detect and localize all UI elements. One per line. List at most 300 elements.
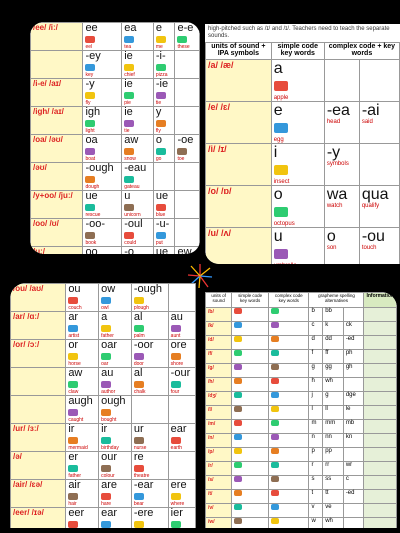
grapheme-cell: [99, 480, 132, 508]
keyword-label: qualify: [361, 203, 380, 209]
empty-cell: [131, 396, 168, 424]
table-row: [206, 518, 397, 529]
grapheme-cell: v: [309, 504, 323, 518]
keyword-label: claw: [68, 389, 79, 395]
keyword-label: aunt: [170, 333, 181, 339]
picture-icon: [85, 232, 95, 239]
grapheme-text: -i-: [155, 50, 166, 62]
picture-cell: [269, 336, 309, 350]
picture-icon: [101, 493, 111, 500]
sound-label: /air/ /ɛə/: [11, 480, 66, 508]
grapheme-text: ie: [124, 78, 133, 90]
keyword-label: book: [85, 240, 97, 246]
picture-cell: [232, 490, 269, 504]
sound-label: /h/: [206, 378, 232, 392]
keyword-label: gateau: [124, 184, 140, 190]
grapheme-text: ore: [170, 339, 187, 351]
keyword-label: blue: [155, 212, 166, 218]
picture-icon: [271, 434, 279, 440]
grapheme-text: i: [273, 144, 278, 161]
picture-icon: [124, 64, 134, 71]
grapheme-cell: kn: [343, 434, 364, 448]
keyword-label: mermaid: [68, 445, 88, 451]
grapheme-text: -oor: [133, 339, 154, 351]
picture-icon: [271, 392, 279, 398]
table-row: [206, 462, 397, 476]
sound-label: /g/: [206, 364, 232, 378]
phonics-chart-consonants: [205, 292, 397, 528]
grapheme-cell: [131, 508, 168, 529]
grapheme-cell: [153, 219, 175, 247]
sound-label: /oa/ /əʊ/: [31, 135, 83, 163]
complex-code-cell: [359, 144, 399, 186]
grapheme-text: ie: [124, 50, 133, 62]
grapheme-cell: [122, 23, 154, 51]
column-header: complex code key words: [269, 293, 309, 308]
information-cell: [364, 378, 397, 392]
keyword-label: owl: [101, 305, 109, 311]
grapheme-text: -eau: [124, 162, 147, 174]
grapheme-cell: [66, 312, 99, 340]
picture-cell: [232, 322, 269, 336]
keyword-label: earth: [170, 445, 183, 451]
keyword-label: fly: [85, 100, 91, 106]
information-cell: [364, 364, 397, 378]
grapheme-text: y: [155, 106, 162, 118]
grapheme-cell: [131, 284, 168, 312]
grapheme-text: -ey: [85, 50, 101, 62]
picture-icon: [234, 504, 242, 510]
grapheme-cell: [131, 424, 168, 452]
column-header: simple code key words: [232, 293, 269, 308]
empty-cell: [175, 79, 200, 107]
grapheme-cell: [153, 247, 175, 255]
grapheme-cell: wh: [323, 518, 344, 529]
table-row: [31, 107, 200, 135]
empty-cell: [175, 219, 200, 247]
keyword-label: head: [326, 119, 341, 125]
grapheme-cell: m: [309, 420, 323, 434]
picture-cell: [269, 518, 309, 529]
grapheme-cell: c: [343, 476, 364, 490]
picture-icon: [124, 232, 134, 239]
keyword-label: father: [68, 473, 82, 479]
keyword-label: caught: [68, 417, 84, 423]
grapheme-text: eer: [68, 507, 85, 519]
information-cell: [364, 308, 397, 322]
sound-label: /w/: [206, 518, 232, 529]
information-cell: [364, 504, 397, 518]
picture-icon: [234, 336, 242, 342]
grapheme-text: air: [68, 479, 81, 491]
picture-cell: [269, 504, 309, 518]
grapheme-cell: [66, 284, 99, 312]
picture-cell: [232, 350, 269, 364]
keyword-label: door: [133, 361, 144, 367]
grapheme-text: ue: [85, 190, 98, 202]
table-row: [206, 60, 400, 102]
sound-label: /ur/ /ɜː/: [11, 424, 66, 452]
grapheme-text: aw: [124, 134, 139, 146]
phonics-chart-short-vowels: [205, 24, 400, 264]
keyword-label: chalk: [133, 389, 146, 395]
grapheme-text: o: [273, 186, 283, 203]
grapheme-cell: [83, 191, 122, 219]
table-row: [206, 504, 397, 518]
grapheme-text: al: [133, 367, 143, 379]
table-row: [31, 247, 200, 255]
grapheme-text: ew: [177, 246, 192, 254]
sound-label: /y+oo/ /juː/: [31, 191, 83, 219]
keyword-label: couch: [68, 305, 82, 311]
simple-code-cell: [271, 144, 324, 186]
picture-cell: [269, 364, 309, 378]
picture-icon: [68, 465, 78, 472]
picture-icon: [234, 406, 242, 412]
information-cell: [364, 434, 397, 448]
table-row: [206, 228, 400, 265]
grapheme-cell: k: [323, 322, 344, 336]
grapheme-text: -our: [170, 367, 191, 379]
grapheme-cell: [122, 51, 154, 79]
grapheme-cell: [122, 247, 154, 255]
keyword-label: symbols: [326, 161, 349, 167]
grapheme-cell: ck: [343, 322, 364, 336]
complex-code-cell: [324, 228, 359, 265]
complex-code-cell: [324, 102, 359, 144]
grapheme-cell: [66, 396, 99, 424]
grapheme-cell: ss: [323, 476, 344, 490]
grapheme-text: ough: [101, 395, 126, 407]
keyword-label: pie: [124, 100, 131, 106]
picture-icon: [234, 378, 242, 384]
picture-icon: [68, 353, 78, 360]
grapheme-cell: [175, 23, 200, 51]
grapheme-cell: n: [309, 434, 323, 448]
picture-icon: [234, 364, 242, 370]
sound-label: /m/: [206, 420, 232, 434]
grapheme-text: ea: [124, 22, 137, 34]
keyword-label: bought: [101, 417, 117, 423]
sound-label: /i-e/ /aɪ/: [31, 79, 83, 107]
grapheme-cell: [122, 163, 154, 191]
keyword-label: artist: [68, 333, 80, 339]
simple-code-cell: [271, 186, 324, 228]
keyword-label: key: [85, 72, 94, 78]
keyword-label: author: [101, 389, 116, 395]
picture-icon: [68, 325, 78, 332]
picture-icon: [234, 490, 242, 496]
empty-cell: [168, 284, 195, 312]
picture-icon: [271, 378, 279, 384]
keyword-label: chief: [124, 72, 135, 78]
picture-cell: [232, 518, 269, 529]
grapheme-cell: d: [309, 336, 323, 350]
grapheme-text: augh: [68, 395, 93, 407]
picture-icon: [85, 204, 95, 211]
information-cell: [364, 322, 397, 336]
table-row: [206, 378, 397, 392]
picture-icon: [85, 176, 95, 183]
grapheme-cell: [66, 508, 99, 529]
picture-cell: [269, 392, 309, 406]
grapheme-text: ir: [68, 423, 75, 435]
picture-cell: [269, 378, 309, 392]
picture-icon: [134, 493, 144, 500]
grapheme-cell: f: [309, 350, 323, 364]
picture-icon: [234, 518, 242, 524]
grapheme-text: u: [273, 228, 283, 245]
grapheme-cell: [153, 135, 175, 163]
grapheme-cell: nn: [323, 434, 344, 448]
complex-code-cell: [359, 186, 399, 228]
grapheme-cell: wr: [343, 462, 364, 476]
chart-table-2: [205, 42, 400, 264]
empty-cell: [175, 191, 200, 219]
sound-label: /s/: [206, 476, 232, 490]
keyword-label: toe: [177, 156, 185, 162]
table-row: [206, 144, 400, 186]
simple-code-cell: [271, 228, 324, 265]
complex-code-cell: [359, 102, 399, 144]
grapheme-text: -ere: [133, 507, 154, 519]
table-row: [31, 163, 200, 191]
keyword-label: pizza: [155, 72, 168, 78]
grapheme-cell: [153, 79, 175, 107]
table-row: [11, 452, 196, 480]
sound-label: /p/: [206, 448, 232, 462]
picture-icon: [234, 462, 242, 468]
grapheme-cell: [83, 247, 122, 255]
information-cell: [364, 392, 397, 406]
chart-table-1: [30, 22, 200, 254]
picture-icon: [68, 521, 78, 528]
grapheme-cell: [122, 191, 154, 219]
empty-cell: [168, 396, 195, 424]
grapheme-cell: [343, 504, 364, 518]
grapheme-cell: [99, 340, 132, 368]
grapheme-cell: [131, 452, 168, 480]
picture-icon: [134, 297, 144, 304]
grapheme-cell: ff: [323, 350, 344, 364]
picture-icon: [101, 437, 111, 444]
grapheme-text: ier: [170, 507, 183, 519]
grapheme-cell: [343, 518, 364, 529]
chart-table-3: [10, 283, 196, 528]
grapheme-text: -ie: [155, 78, 169, 90]
keyword-label: son: [326, 245, 337, 251]
grapheme-text: o: [326, 228, 336, 245]
picture-icon: [271, 504, 279, 510]
sound-label: /eer/ /ɪə/: [11, 508, 66, 529]
table-row: [206, 364, 397, 378]
picture-icon: [271, 476, 279, 482]
grapheme-cell: [131, 312, 168, 340]
keyword-label: said: [361, 119, 373, 125]
empty-cell: [175, 51, 200, 79]
grapheme-cell: [168, 424, 195, 452]
sound-label: /v/: [206, 504, 232, 518]
sound-label: /dʒ/: [206, 392, 232, 406]
picture-icon: [156, 36, 166, 43]
information-cell: [364, 476, 397, 490]
picture-cell: [232, 308, 269, 322]
grapheme-cell: [131, 368, 168, 396]
grapheme-cell: [66, 452, 99, 480]
grapheme-text: ee: [85, 22, 98, 34]
grapheme-cell: -ed: [343, 336, 364, 350]
picture-icon: [171, 437, 181, 444]
picture-cell: [232, 378, 269, 392]
keyword-label: apple: [273, 95, 289, 101]
keyword-label: could: [124, 240, 137, 246]
keyword-label: bear: [133, 501, 144, 507]
grapheme-text: ow: [101, 283, 116, 295]
picture-icon: [234, 350, 242, 356]
picture-cell: [232, 476, 269, 490]
sound-label: /ee/ /iː/: [31, 23, 83, 51]
grapheme-cell: c: [309, 322, 323, 336]
table-row: [206, 420, 397, 434]
picture-icon: [271, 364, 279, 370]
grapheme-cell: [168, 480, 195, 508]
keyword-label: colour: [101, 473, 115, 479]
sound-label: /i/ /ɪ/: [206, 144, 272, 186]
table-row: [31, 79, 200, 107]
picture-icon: [234, 434, 242, 440]
grapheme-cell: [66, 368, 99, 396]
table-row: [206, 448, 397, 462]
picture-icon: [274, 207, 288, 217]
grapheme-text: -y: [85, 78, 95, 90]
sound-label: /r/: [206, 462, 232, 476]
table-row: [11, 424, 196, 452]
keyword-label: birthday: [101, 445, 119, 451]
grapheme-cell: [83, 79, 122, 107]
picture-icon: [124, 176, 134, 183]
table-row: [31, 51, 200, 79]
grapheme-cell: [83, 51, 122, 79]
picture-icon: [124, 92, 134, 99]
table-row: [31, 191, 200, 219]
picture-icon: [156, 64, 166, 71]
keyword-label: unicorn: [124, 212, 141, 218]
grapheme-text: a: [273, 60, 283, 77]
sound-label: /oo/ /ʊ/: [31, 219, 83, 247]
grapheme-cell: t: [309, 490, 323, 504]
picture-icon: [68, 409, 78, 416]
grapheme-cell: gh: [343, 364, 364, 378]
grapheme-cell: [99, 452, 132, 480]
grapheme-cell: [153, 51, 175, 79]
table-row: [206, 392, 397, 406]
sound-label: /d/: [206, 336, 232, 350]
grapheme-cell: j: [309, 392, 323, 406]
grapheme-cell: [168, 368, 195, 396]
grapheme-cell: [83, 23, 122, 51]
column-header: complex code + key words: [324, 43, 399, 60]
picture-cell: [269, 448, 309, 462]
picture-icon: [101, 297, 111, 304]
grapheme-cell: ve: [323, 504, 344, 518]
keyword-label: me: [155, 44, 163, 50]
complex-code-cell: [324, 144, 359, 186]
intro-text: high-pitched such as /ɪ/ and /ɪ/. Teachers need to teach the separate sounds.: [208, 26, 390, 39]
grapheme-text: igh: [85, 106, 101, 118]
sound-label: /b/: [206, 308, 232, 322]
grapheme-text: our: [101, 451, 117, 463]
picture-icon: [171, 493, 181, 500]
keyword-label: where: [170, 501, 185, 507]
keyword-label: plough: [133, 305, 149, 311]
keyword-label: put: [155, 240, 163, 246]
empty-cell: [175, 163, 200, 191]
empty-cell: [175, 107, 200, 135]
picture-icon: [85, 64, 95, 71]
picture-icon: [134, 465, 144, 472]
information-cell: [364, 448, 397, 462]
picture-icon: [156, 148, 166, 155]
table-row: [11, 480, 196, 508]
picture-icon: [134, 381, 144, 388]
keyword-label: tea: [124, 44, 132, 50]
grapheme-text: -y: [326, 144, 341, 161]
picture-icon: [68, 437, 78, 444]
grapheme-text: aw: [68, 367, 83, 379]
picture-icon: [271, 490, 279, 496]
empty-cell: [153, 163, 175, 191]
picture-icon: [271, 420, 279, 426]
grapheme-text: -ear: [133, 479, 154, 491]
picture-icon: [101, 381, 111, 388]
picture-icon: [271, 308, 279, 314]
table-row: [31, 135, 200, 163]
keyword-label: egg: [273, 137, 284, 143]
keyword-label: snow: [124, 156, 136, 162]
keyword-label: boat: [85, 156, 96, 162]
picture-cell: [269, 406, 309, 420]
grapheme-cell: [66, 480, 99, 508]
picture-cell: [269, 434, 309, 448]
grapheme-text: ear: [170, 423, 187, 435]
sound-label: /o/ /ɒ/: [206, 186, 272, 228]
picture-icon: [134, 521, 144, 528]
grapheme-cell: h: [309, 378, 323, 392]
picture-cell: [269, 476, 309, 490]
grapheme-text: oa: [85, 134, 98, 146]
keyword-label: shore: [170, 361, 184, 367]
complex-code-cell: [359, 228, 399, 265]
grapheme-cell: [83, 135, 122, 163]
keyword-label: light: [85, 128, 95, 134]
keyword-label: these: [177, 44, 190, 50]
table-row: [206, 336, 397, 350]
picture-cell: [269, 350, 309, 364]
picture-cell: [232, 406, 269, 420]
keyword-label: [274, 263, 322, 264]
table-row: [206, 406, 397, 420]
grapheme-text: ar: [68, 311, 79, 323]
keyword-label: hair: [68, 501, 77, 507]
sound-label: /t/: [206, 490, 232, 504]
sound-label: [11, 368, 66, 396]
grapheme-text: ere: [170, 479, 187, 491]
grapheme-text: ur: [133, 423, 144, 435]
grapheme-text: au: [101, 367, 114, 379]
picture-icon: [156, 232, 166, 239]
grapheme-cell: [66, 340, 99, 368]
grapheme-text: ie: [124, 106, 133, 118]
